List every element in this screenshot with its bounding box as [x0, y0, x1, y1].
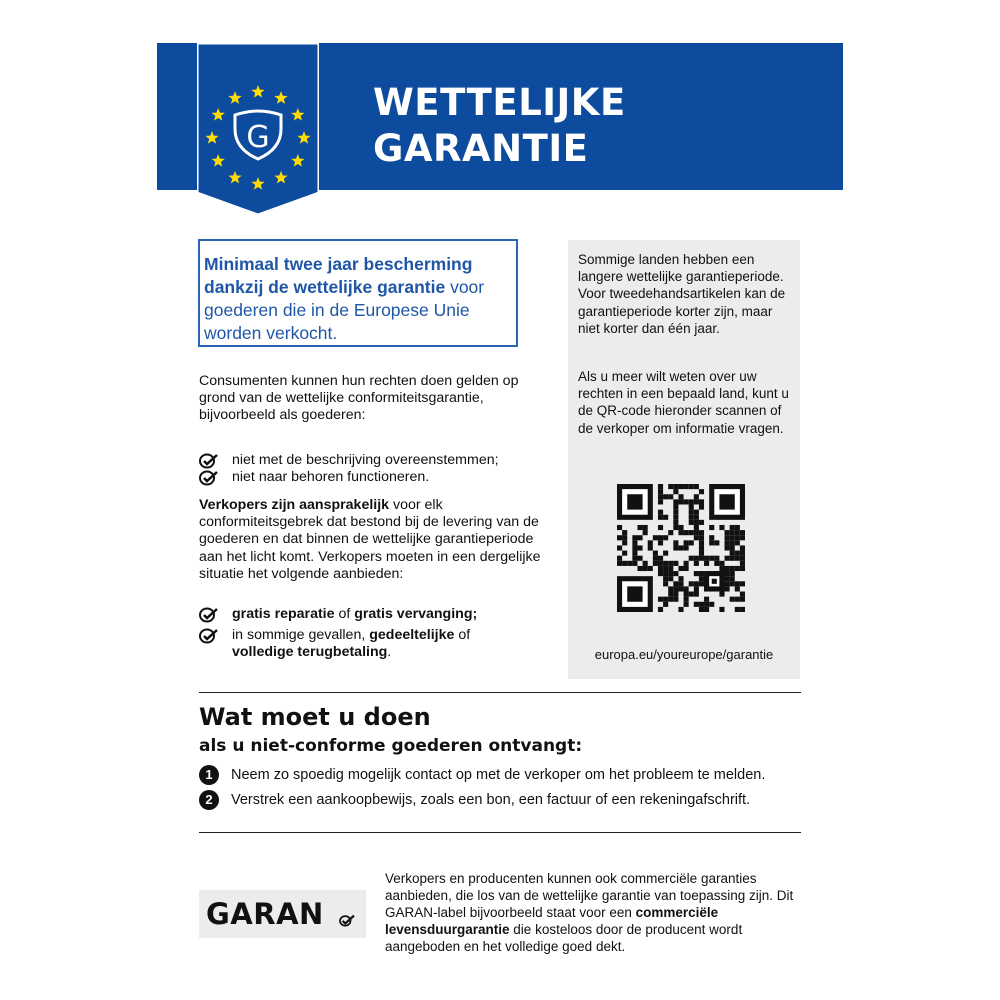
remedy-bold: gratis vervanging; [354, 606, 478, 622]
europa-link[interactable]: europa.eu/youreurope/garantie [594, 647, 774, 662]
page-title [373, 80, 626, 172]
remedy-plain: of [454, 627, 471, 643]
side-text-2: Als u meer wilt weten over uw rechten in een bepaald land, kunt u de QR-code hieronder scannen of de verkoper om informatie vragen. [578, 369, 789, 436]
footer-bold: commerciële levensduurgarantie [385, 905, 719, 937]
divider [199, 692, 801, 693]
logo-letter: G [246, 120, 270, 155]
step-number-icon: 1 [199, 765, 219, 785]
footer-plain: Verkopers en producenten kunnen ook commerciële garanties aanbieden, die los van de wettelijke garantie van toepassing zijn. Dit GARAN-label bijvoorbeeld staat voor een [385, 871, 794, 920]
section-heading: Wat moet u doen [199, 703, 431, 731]
remedy-plain: . [387, 644, 392, 661]
qr-code-icon[interactable] [617, 484, 745, 612]
garan-logo-text: GARAN [206, 897, 324, 931]
step-text: Neem zo spoedig mogelijk contact op met de verkoper om het probleem te melden. [231, 767, 766, 783]
step-text: Verstrek een aankoopbewijs, zoals een bon, een factuur of een rekeningafschrift. [231, 792, 751, 808]
check-icon [199, 470, 219, 486]
condition-text: niet naar behoren functioneren. [232, 469, 430, 485]
remedy-text [232, 627, 470, 661]
side-text-1: Sommige landen hebben een langere wettelijke garantieperiode. Voor tweedehandsartikelen kan de garantieperiode korter zijn, maar niet korter dan één jaar. [578, 252, 786, 336]
garan-logo [199, 890, 366, 938]
liability-text [199, 497, 544, 583]
lead-bold: Minimaal twee jaar bescherming dankzij de wettelijke garantie [204, 254, 473, 297]
section-subheading: als u niet-conforme goederen ontvangt: [199, 736, 583, 756]
remedy-plain: in sommige gevallen, [232, 627, 370, 643]
remedy-bold: volledige terugbetaling [232, 644, 388, 661]
lead-statement-box [198, 239, 518, 347]
liability-bold: Verkopers zijn aansprakelijk [199, 497, 390, 513]
title-line-1: WETTELIJKE [373, 81, 626, 124]
footer-plain: die kosteloos door de producent wordt aangeboden en het volledige goed dekt. [385, 922, 743, 954]
remedy-text [232, 606, 477, 623]
remedy-plain: of [334, 606, 355, 622]
lead-rest: voor goederen die in de Europese Unie worden verkocht. [204, 277, 485, 343]
intro-text: Consumenten kunnen hun rechten doen gelden op grond van de wettelijke conformiteitsgarantie, bijvoorbeeld als goederen: [199, 373, 519, 424]
check-icon [199, 607, 219, 623]
step-number-icon: 2 [199, 790, 219, 810]
check-icon [338, 913, 356, 927]
condition-text: niet met de beschrijving overeenstemmen; [232, 452, 499, 468]
check-icon [199, 453, 219, 469]
divider [199, 832, 801, 833]
footer-text [385, 870, 801, 955]
remedy-bold: gedeeltelijke [369, 627, 455, 643]
title-line-2: GARANTIE [373, 127, 589, 170]
liability-rest: voor elk conformiteitsgebrek dat bestond bij de levering van de goederen en dat binnen de wettelijke garantieperiode aan het licht komt. Verkopers moeten in een dergelijke situatie het volgende aanbieden: [199, 497, 541, 582]
eu-guarantee-shield-logo [197, 43, 319, 215]
remedy-bold: gratis reparatie [232, 606, 335, 622]
check-icon [199, 628, 219, 644]
